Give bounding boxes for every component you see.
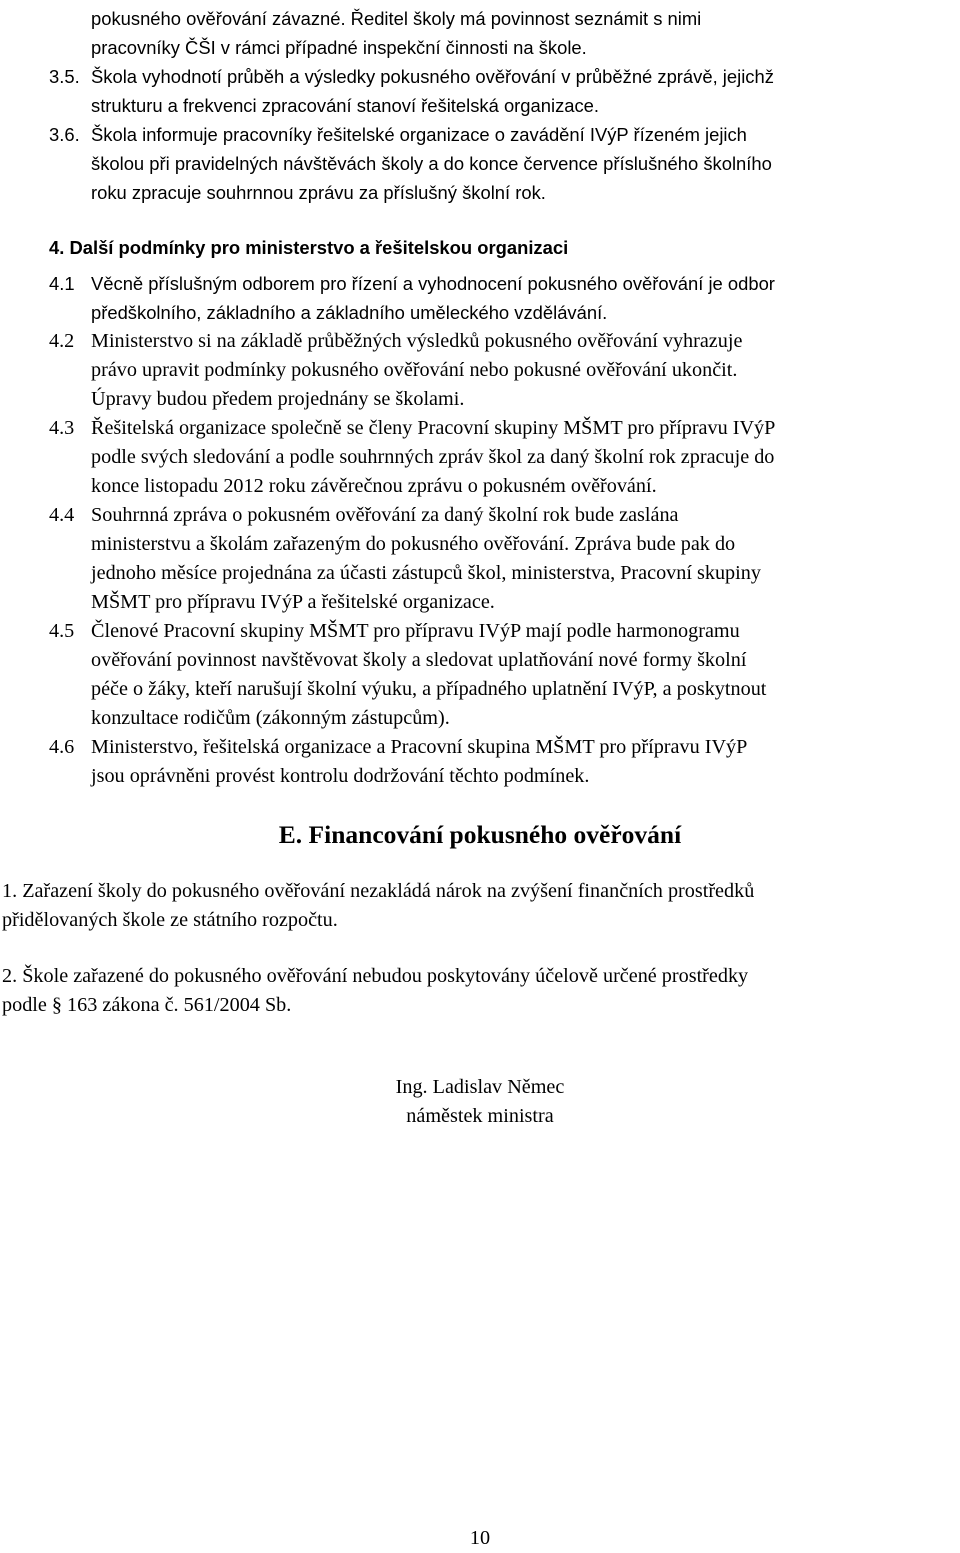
financing-paragraph-2 bbox=[2, 962, 955, 1020]
item-line: jednoho měsíce projednána za účasti zástupců škol, ministerstva, Pracovní skupiny bbox=[91, 562, 761, 584]
item-line: školou při pravidelných návštěvách školy a do konce července příslušného školního bbox=[91, 153, 772, 174]
item-line: Ministerstvo si na základě průběžných výsledků pokusného ověřování vyhrazuje bbox=[91, 330, 743, 352]
signature-block bbox=[0, 1073, 960, 1131]
page-number: 10 bbox=[469, 1527, 491, 1549]
item-number: 4.3 bbox=[49, 417, 75, 439]
item-line: roku zpracuje souhrnnou zprávu za příslušný školní rok. bbox=[91, 182, 546, 203]
list-item-3-5 bbox=[49, 62, 955, 120]
item-line: Věcně příslušným odborem pro řízení a vyhodnocení pokusného ověřování je odbor bbox=[91, 273, 775, 294]
list-item-3-6 bbox=[49, 120, 955, 207]
item-line: péče o žáky, kteří narušují školní výuku, a případného uplatnění IVýP, a poskytnout bbox=[91, 678, 767, 700]
list-item-4-1 bbox=[49, 269, 955, 327]
item-number: 3.6. bbox=[49, 124, 80, 145]
intro-line: pracovníky ČŠI v rámci případné inspekční činnosti na škole. bbox=[91, 37, 587, 58]
section-4-heading: 4. Další podmínky pro ministerstvo a řešitelskou organizaci bbox=[49, 237, 569, 258]
signatory-title: náměstek ministra bbox=[406, 1105, 554, 1127]
item-line: Škola vyhodnotí průběh a výsledky pokusného ověřování v průběžné zprávě, jejichž bbox=[91, 66, 774, 87]
list-item-4-4 bbox=[49, 501, 955, 617]
item-number: 4.4 bbox=[49, 504, 75, 526]
item-line: podle svých sledování a podle souhrnných zpráv škol za daný školní rok zpracuje do bbox=[91, 446, 775, 468]
signatory-name: Ing. Ladislav Němec bbox=[395, 1076, 565, 1098]
item-number: 4.6 bbox=[49, 736, 75, 758]
item-line: Souhrnná zpráva o pokusném ověřování za daný školní rok bude zaslána bbox=[91, 504, 679, 526]
list-item-4-5 bbox=[49, 617, 955, 733]
list-item-4-6 bbox=[49, 733, 955, 791]
financing-paragraph-1 bbox=[2, 877, 955, 935]
paragraph-line: 2. Škole zařazené do pokusného ověřování nebudou poskytovány účelově určené prostředky bbox=[2, 965, 749, 987]
item-line: právo upravit podmínky pokusného ověřování nebo pokusné ověřování ukončit. bbox=[91, 359, 738, 381]
item-line: Úpravy budou předem projednány se školami. bbox=[91, 388, 465, 410]
item-number: 4.5 bbox=[49, 620, 75, 642]
item-line: konce listopadu 2012 roku závěrečnou zprávu o pokusném ověřování. bbox=[91, 475, 657, 497]
list-item-4-3 bbox=[49, 414, 955, 501]
item-line: ověřování povinnost navštěvovat školy a sledovat uplatňování nové formy školní bbox=[91, 649, 747, 671]
item-line: Ministerstvo, řešitelská organizace a Pracovní skupina MŠMT pro přípravu IVýP bbox=[91, 736, 748, 758]
item-line: Členové Pracovní skupiny MŠMT pro přípravu IVýP mají podle harmonogramu bbox=[91, 620, 740, 642]
intro-paragraph bbox=[91, 4, 955, 62]
list-item-4-2 bbox=[49, 327, 955, 414]
item-number: 4.2 bbox=[49, 330, 75, 352]
item-line: Škola informuje pracovníky řešitelské organizace o zavádění IVýP řízeném jejich bbox=[91, 124, 747, 145]
item-number: 3.5. bbox=[49, 66, 80, 87]
section-e-heading: E. Financování pokusného ověřování bbox=[278, 820, 682, 849]
item-line: konzultace rodičům (zákonným zástupcům). bbox=[91, 707, 450, 729]
item-number: 4.1 bbox=[49, 273, 75, 294]
paragraph-line: přidělovaných škole ze státního rozpočtu. bbox=[2, 909, 338, 931]
item-line: strukturu a frekvenci zpracování stanoví řešitelská organizace. bbox=[91, 95, 600, 116]
item-line: Řešitelská organizace společně se členy Pracovní skupiny MŠMT pro přípravu IVýP bbox=[91, 417, 776, 439]
item-line: ministerstvu a školám zařazeným do pokusného ověřování. Zpráva bude pak do bbox=[91, 533, 736, 555]
item-line: jsou oprávněni provést kontrolu dodržování těchto podmínek. bbox=[91, 765, 590, 787]
paragraph-line: 1. Zařazení školy do pokusného ověřování nezakládá nárok na zvýšení finančních prostředků bbox=[2, 880, 755, 902]
intro-line: pokusného ověřování závazné. Ředitel školy má povinnost seznámit s nimi bbox=[91, 8, 702, 29]
paragraph-line: podle § 163 zákona č. 561/2004 Sb. bbox=[2, 994, 292, 1016]
item-line: MŠMT pro přípravu IVýP a řešitelské organizace. bbox=[91, 591, 495, 613]
item-line: předškolního, základního a základního uměleckého vzdělávání. bbox=[91, 302, 608, 323]
